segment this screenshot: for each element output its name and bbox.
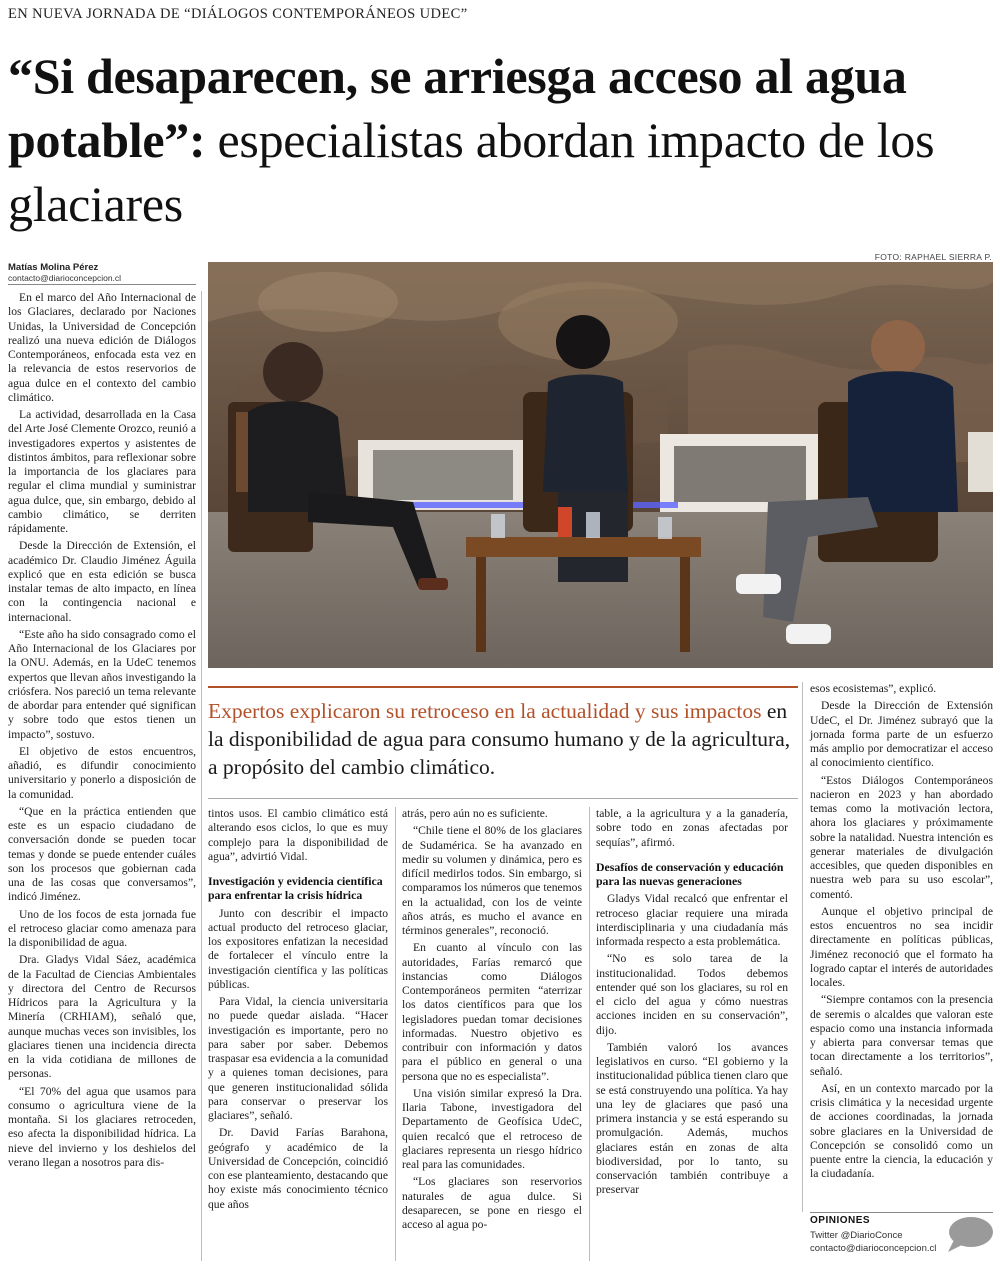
paragraph: “El 70% del agua que usamos para consumo o agricultura viene de la montaña. Si los glaciares retroceden, eso afecta la disponibilidad hídrica. La nieve del invierno y los deshielos del verano llegan a nosotros para dis- [8, 1084, 196, 1169]
deck-bottom-rule [208, 798, 798, 799]
paragraph: Dra. Gladys Vidal Sáez, académica de la Facultad de Ciencias Ambientales y directora del Centro de Recursos Hídricos para la Agricultura y la Minería (CRHIAM), señaló que, aunque muchas veces son invisibles, los glaciares tienen una incidencia directa en la vida cotidiana de millones de personas. [8, 953, 196, 1081]
deck-rest: en la disponibilidad de agua para consumo humano y de la agricultura, a propósito del cambio climático. [208, 699, 791, 779]
photo-credit: FOTO: RAPHAEL SIERRA P. [874, 252, 992, 262]
paragraph: Dr. David Farías Barahona, geógrafo y académico de la Universidad de Concepción, coincidió con ese planteamiento, destacando que hoy existe más conocimiento técnico que años [208, 1126, 388, 1211]
byline-divider [8, 284, 196, 285]
paragraph: table, a la agricultura y a la ganadería, sobre todo en zonas afectadas por sequías”, afirmó. [596, 807, 788, 849]
opinions-heading: OPINIONES [810, 1215, 871, 1226]
paragraph: “Siempre contamos con la presencia de seremis o alcaldes que valoran este espacio como una instancia informada y abierta para conversar temas que tocan directamente a los territorios”, señaló. [810, 993, 993, 1078]
opinions-divider [810, 1212, 993, 1213]
headline-quote: “Si desaparecen, se arriesga acceso al agua potable”: [8, 48, 907, 168]
paragraph: Gladys Vidal recalcó que enfrentar el retroceso glaciar requiere una mirada interdisciplinaria y una ciudadanía más informada respecto a esta problemática. [596, 892, 788, 949]
paragraph: tintos usos. El cambio climático está alterando esos ciclos, lo que es muy complejo para la disponibilidad de agua”, advirtió Vidal. [208, 807, 388, 863]
paragraph: Desde la Dirección de Extensión UdeC, el Dr. Jiménez subrayó que la jornada forma parte de un esfuerzo más amplio por democratizar el acceso al conocimiento científico. [810, 699, 993, 770]
paragraph: Desde la Dirección de Extensión, el académico Dr. Claudio Jiménez Águila explicó que en esta edición se busca instalar temas de alto impacto, en línea con la contingencia nacional e internacional. [8, 539, 196, 624]
paragraph: “No es solo tarea de la institucionalidad. Todos debemos entender qué son los glaciares, su rol en el ciclo del agua y cómo nuestras acciones inciden en su conservación”, dijo. [596, 952, 788, 1037]
article-column-1 [8, 291, 196, 1173]
paragraph: Junto con describir el impacto actual producto del retroceso glaciar, los expositores enfatizan la necesidad de fortalecer el vínculo entre la investigación científica y las políticas públicas. [208, 906, 388, 991]
kicker: EN NUEVA JORNADA DE “DIÁLOGOS CONTEMPORÁNEOS UDEC” [8, 6, 468, 22]
article-column-5 [810, 682, 993, 1185]
column-separator [589, 807, 590, 1261]
paragraph: Una visión similar expresó la Dra. Ilaria Tabone, investigadora del Departamento de Geofísica UdeC, quien recalcó que el retroceso de glaciares representa un riesgo hídrico real para las comunidades. [402, 1086, 582, 1171]
byline-email[interactable]: contacto@diarioconcepcion.cl [8, 273, 122, 283]
column-separator [201, 291, 202, 1261]
paragraph: atrás, pero aún no es suficiente. [402, 807, 548, 820]
speech-bubble-icon [946, 1216, 994, 1254]
section-heading: Investigación y evidencia científica para enfrentar la crisis hídrica [208, 874, 383, 903]
paragraph: “Chile tiene el 80% de los glaciares de Sudamérica. Se ha avanzado en medir su volumen y dinámica, pero es difícil medirlos todos. Sin embargo, si comparamos los números que tenemos en la actualidad, con los de veinte años atrás, es mucho el avance en términos generales”, reconoció. [402, 824, 582, 937]
deck-highlight: Expertos explicaron su retroceso en la actualidad y sus impactos [208, 699, 762, 723]
opinions-email[interactable]: contacto@diarioconcepcion.cl [810, 1243, 937, 1254]
deck-top-rule [208, 686, 798, 688]
headline [8, 44, 993, 236]
headline-subject: especialistas abordan impacto de los glaciares [8, 112, 935, 232]
byline-author: Matías Molina Pérez [8, 262, 99, 273]
paragraph: Para Vidal, la ciencia universitaria no puede quedar aislada. “Hacer investigación es importante, pero no para saber por saber. Debemos traspasar esa evidencia a la comunidad y a quienes toman decisiones, para que generen institucionalidad sólida para conservar o preservar los glaciares”, señaló. [208, 995, 388, 1123]
event-photo [208, 262, 993, 668]
article-column-3 [402, 807, 582, 1235]
paragraph: “Que en la práctica entienden que este es un espacio ciudadano de conversación donde se pueden tocar temas y donde se puede entender cuáles son los procesos que gobiernan cada una de las cosas que conversamos”, indicó Jiménez. [8, 804, 196, 904]
paragraph: esos ecosistemas”, explicó. [810, 682, 937, 695]
paragraph: Uno de los focos de esta jornada fue el retroceso glaciar como amenaza para la disponibilidad de agua. [8, 907, 196, 949]
paragraph: También valoró los avances legislativos en curso. “El gobierno y la institucionalidad pública tienen claro que se está construyendo una política. Ya hay una ley de glaciares que pasó una primera instancia y se está esperando su promulgación. Además, muchos glaciares están en zonas de alta biodiversidad, por lo tanto, su conservación también contribuye a preservar [596, 1040, 788, 1197]
article-column-2 [208, 807, 388, 1215]
paragraph: La actividad, desarrollada en la Casa del Arte José Clemente Orozco, reunió a investigadores expertos y asistentes de distintos ámbitos, para reflexionar sobre la importancia de los glaciares para regular el clima mundial y suministrar agua dulce, que, sin embargo, debido al cambio climático, se derriten rápidamente. [8, 408, 196, 535]
paragraph: El objetivo de estos encuentros, añadió, es difundir conocimiento universitario y ponerlo a disposición de la comunidad. [8, 744, 196, 801]
paragraph: En cuanto al vínculo con las autoridades, Farías remarcó que instancias como Diálogos Contemporáneos permiten “aterrizar los datos científicos para que los legisladores puedan tomar decisiones informadas. Nuestro objetivo es contribuir con información y datos para el público en general o una persona que no es especialista”. [402, 941, 582, 1083]
paragraph: En el marco del Año Internacional de los Glaciares, declarado por Naciones Unidas, la Universidad de Concepción realizó una nueva edición de Diálogos Contemporáneos, enfocada esta vez en la relevancia de estos reservorios de agua dulce en el contexto del cambio climático. [8, 291, 196, 404]
column-separator [395, 807, 396, 1261]
column-separator [802, 682, 803, 1212]
paragraph: “Este año ha sido consagrado como el Año Internacional de los Glaciares por la ONU. Además, en la UdeC tenemos expertos que llevan años investigando la criósfera. Nos pareció un tema relevante de abordar para entender qué significan y sobre todo que estos tienen un impacto”, sostuvo. [8, 627, 196, 741]
section-heading: Desafíos de conservación y educación para las nuevas generaciones [596, 859, 784, 889]
opinions-twitter[interactable]: Twitter @DiarioConce [810, 1230, 903, 1241]
paragraph: “Los glaciares son reservorios naturales de agua dulce. Si desaparecen, se pone en riesgo el acceso al agua po- [402, 1175, 582, 1231]
paragraph: Así, en un contexto marcado por la crisis climática y la necesidad urgente de acciones coordinadas, la jornada sobre glaciares en la Universidad de Concepción se consolidó como un puente entre la ciencia, la educación y la ciudadanía. [810, 1081, 993, 1181]
article-column-4 [596, 807, 788, 1201]
article-deck [208, 697, 798, 781]
paragraph: Aunque el objetivo principal de estos encuentros no sea incidir directamente en políticas públicas, Jiménez reconoció que el formato ha logrado captar el interés de autoridades locales. [810, 904, 993, 989]
paragraph: “Estos Diálogos Contemporáneos nacieron en 2023 y han abordado temas como la motivación lectora, ahora los glaciares y próximamente sobre la natalidad. Nuestra intención es generar materiales de divulgación accesibles, que queden disponibles en nuestra web para su uso escolar”, comentó. [810, 773, 993, 901]
